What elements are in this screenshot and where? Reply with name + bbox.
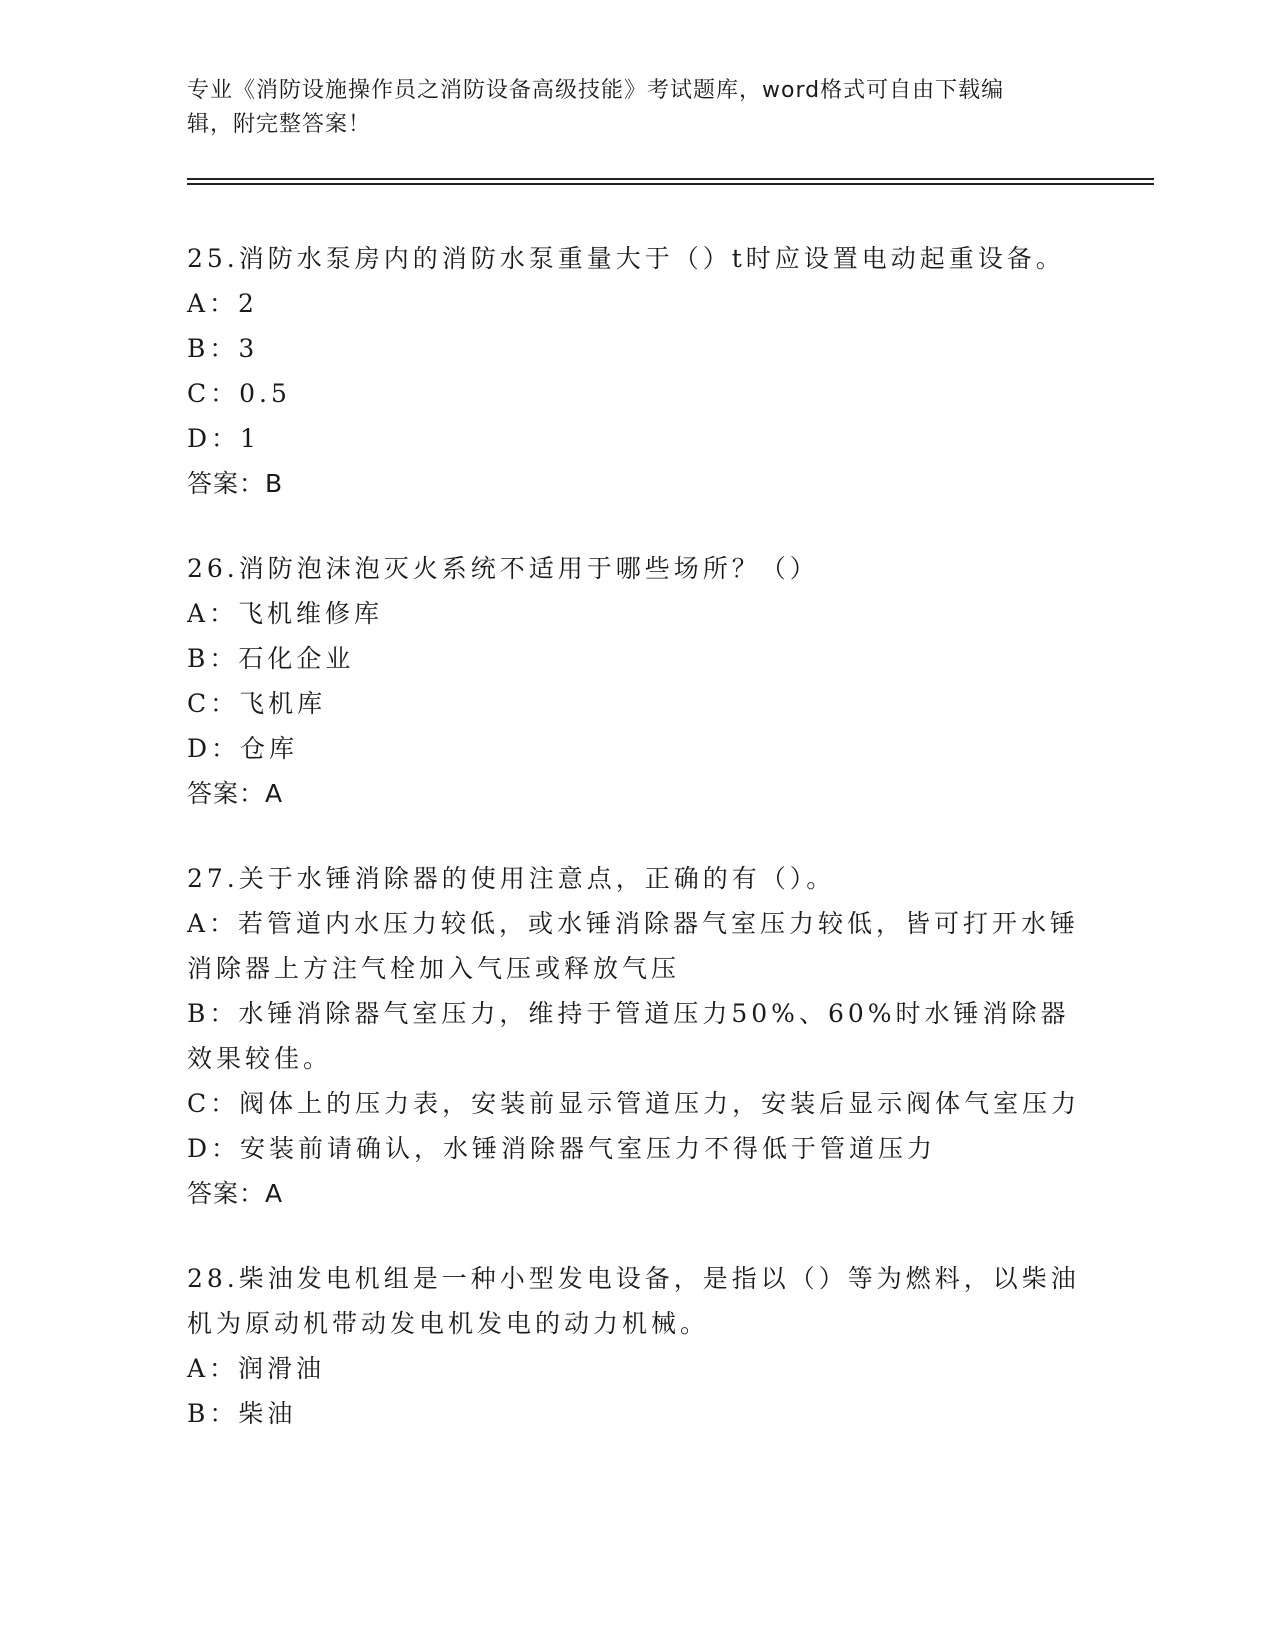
option-a: A：若管道内水压力较低，或水锤消除器气室压力较低，皆可打开水锤消除器上方注气栓加入气压或释放气压 (187, 909, 1080, 983)
header-line-1: 专业《消防设施操作员之消防设备高级技能》考试题库，word格式可自由下载编 (187, 78, 1005, 103)
answer-line: 答案：B (187, 469, 284, 498)
option-b: B：水锤消除器气室压力，维持于管道压力50%、60%时水锤消除器效果较佳。 (187, 999, 1070, 1073)
option-c: C：0.5 (187, 379, 291, 408)
document-header (187, 74, 1087, 142)
question-stem: 26.消防泡沫泡灭火系统不适用于哪些场所？（） (187, 554, 819, 583)
option-b: B：3 (187, 334, 259, 363)
header-line-2: 辑，附完整答案！ (187, 112, 372, 137)
question-stem: 28.柴油发电机组是一种小型发电设备，是指以（）等为燃料，以柴油机为原动机带动发电机发电的动力机械。 (187, 1264, 1080, 1338)
question-list (187, 236, 1087, 1476)
option-b: B：柴油 (187, 1399, 297, 1428)
option-c: C：阀体上的压力表，安装前显示管道压力，安装后显示阀体气室压力 (187, 1089, 1081, 1118)
question-25 (187, 236, 1087, 506)
option-c: C：飞机库 (187, 689, 327, 718)
question-28 (187, 1256, 1087, 1436)
answer-line: 答案：A (187, 779, 284, 808)
header-divider-bottom (187, 183, 1154, 185)
question-stem: 27.关于水锤消除器的使用注意点，正确的有（）。 (187, 864, 836, 893)
header-divider-top (187, 178, 1154, 180)
question-26 (187, 546, 1087, 816)
option-a: A：润滑油 (187, 1354, 326, 1383)
option-d: D：安装前请确认，水锤消除器气室压力不得低于管道压力 (187, 1134, 937, 1163)
option-d: D：1 (187, 424, 260, 453)
option-d: D：仓库 (187, 734, 299, 763)
question-stem: 25.消防水泵房内的消防水泵重量大于（）t时应设置电动起重设备。 (187, 244, 1065, 273)
question-27 (187, 856, 1087, 1216)
option-a: A：飞机维修库 (187, 599, 384, 628)
option-a: A：2 (187, 289, 258, 318)
option-b: B：石化企业 (187, 644, 355, 673)
answer-line: 答案：A (187, 1179, 284, 1208)
